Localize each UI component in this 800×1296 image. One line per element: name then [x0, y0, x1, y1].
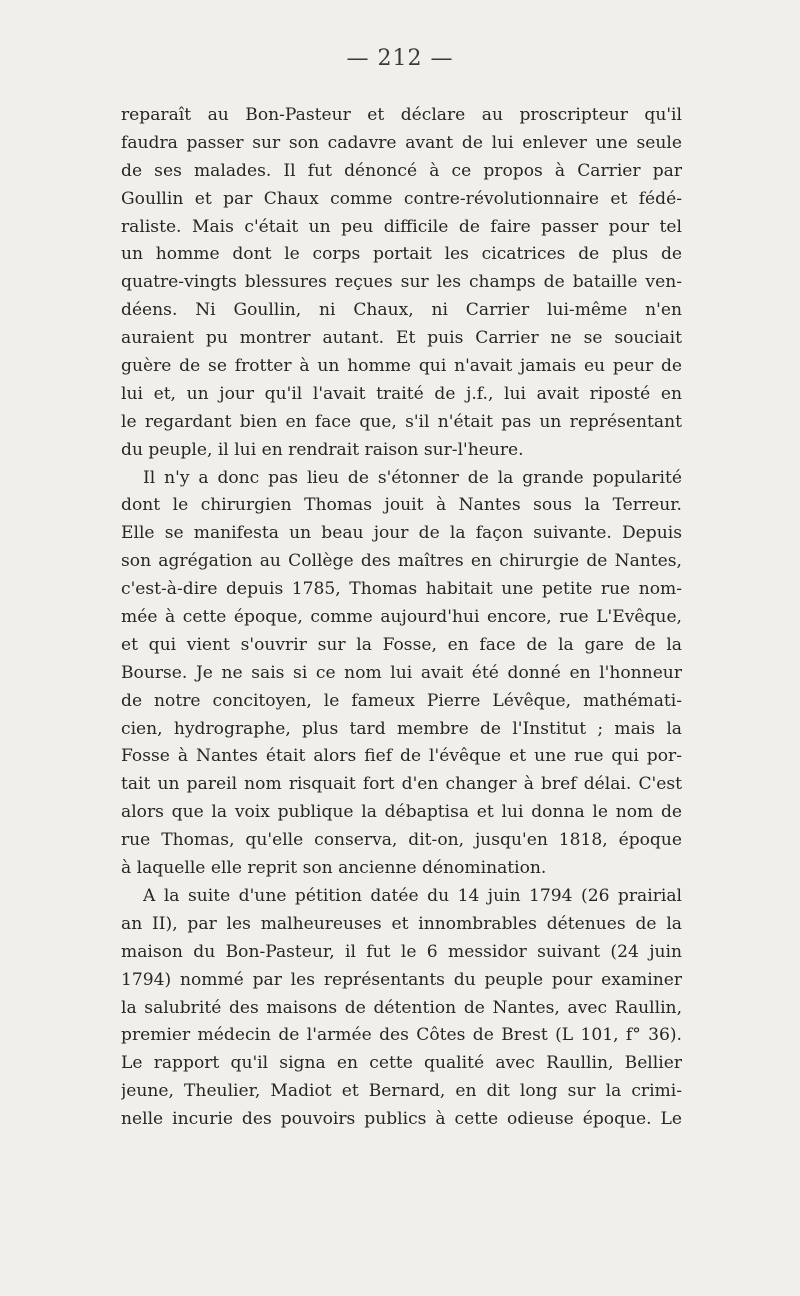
text-line: la salubrité des maisons de détention de Nantes, avec Raullin,: [121, 997, 682, 1018]
text-line: cien, hydrographe, plus tard membre de l'Institut ; mais la: [121, 718, 682, 739]
text-line: et qui vient s'ouvrir sur la Fosse, en face de la gare de la: [121, 634, 682, 655]
text-line: à laquelle elle reprit son ancienne dénomination.: [121, 858, 547, 879]
text-line: jeune, Theulier, Madiot et Bernard, en dit long sur la crimi-: [121, 1081, 682, 1102]
text-line: quatre-vingts blessures reçues sur les champs de bataille ven-: [121, 272, 682, 293]
text-line: tait un pareil nom risquait fort d'en changer à bref délai. C'est: [121, 774, 682, 795]
text-line: du peuple, il lui en rendrait raison sur-l'heure.: [121, 439, 524, 460]
text-line: Elle se manifesta un beau jour de la façon suivante. Depuis: [121, 523, 682, 544]
text-line: auraient pu montrer autant. Et puis Carrier ne se souciait: [121, 328, 682, 349]
text-line: A la suite d'une pétition datée du 14 juin 1794 (26 prairial: [143, 885, 682, 906]
text-line: faudra passer sur son cadavre avant de lui enlever une seule: [121, 132, 682, 153]
page-number: — 212 —: [346, 46, 454, 71]
text-line: Bourse. Je ne sais si ce nom lui avait été donné en l'honneur: [121, 662, 682, 683]
text-line: guère de se frotter à un homme qui n'avait jamais eu peur de: [121, 356, 682, 377]
text-line: mée à cette époque, comme aujourd'hui encore, rue L'Evêque,: [121, 607, 682, 628]
text-line: rue Thomas, qu'elle conserva, dit-on, jusqu'en 1818, époque: [121, 830, 682, 851]
text-line: Le rapport qu'il signa en cette qualité avec Raullin, Bellier: [121, 1053, 682, 1074]
text-line: déens. Ni Goullin, ni Chaux, ni Carrier lui-même n'en: [121, 300, 682, 321]
text-line: Goullin et par Chaux comme contre-révolutionnaire et fédé-: [121, 188, 682, 209]
text-line: maison du Bon-Pasteur, il fut le 6 messidor suivant (24 juin: [121, 941, 682, 962]
body-text: [121, 102, 682, 1134]
text-line: premier médecin de l'armée des Côtes de Brest (L 101, f° 36).: [121, 1025, 682, 1046]
text-line: an II), par les malheureuses et innombrables détenues de la: [121, 913, 682, 934]
text-line: de notre concitoyen, le fameux Pierre Lévêque, mathémati-: [121, 690, 682, 711]
text-line: un homme dont le corps portait les cicatrices de plus de: [121, 244, 682, 265]
text-line: alors que la voix publique la débaptisa et lui donna le nom de: [121, 802, 682, 823]
text-line: c'est-à-dire depuis 1785, Thomas habitait une petite rue nom-: [121, 579, 682, 600]
text-line: nelle incurie des pouvoirs publics à cette odieuse époque. Le: [121, 1109, 682, 1130]
text-line: reparaît au Bon-Pasteur et déclare au proscripteur qu'il: [121, 105, 682, 125]
text-line: de ses malades. Il fut dénoncé à ce propos à Carrier par: [121, 160, 682, 181]
text-line: le regardant bien en face que, s'il n'était pas un représentant: [121, 411, 682, 432]
text-line: lui et, un jour qu'il l'avait traité de j.f., lui avait riposté en: [121, 383, 682, 404]
text-line: dont le chirurgien Thomas jouit à Nantes sous la Terreur.: [121, 495, 682, 516]
text-line: 1794) nommé par les représentants du peuple pour examiner: [121, 969, 682, 990]
text-line: raliste. Mais c'était un peu difficile de faire passer pour tel: [121, 216, 682, 237]
text-line: Fosse à Nantes était alors fief de l'évêque et une rue qui por-: [121, 746, 682, 767]
text-line: son agrégation au Collège des maîtres en chirurgie de Nantes,: [121, 551, 682, 572]
text-line: Il n'y a donc pas lieu de s'étonner de la grande popularité: [143, 467, 682, 488]
